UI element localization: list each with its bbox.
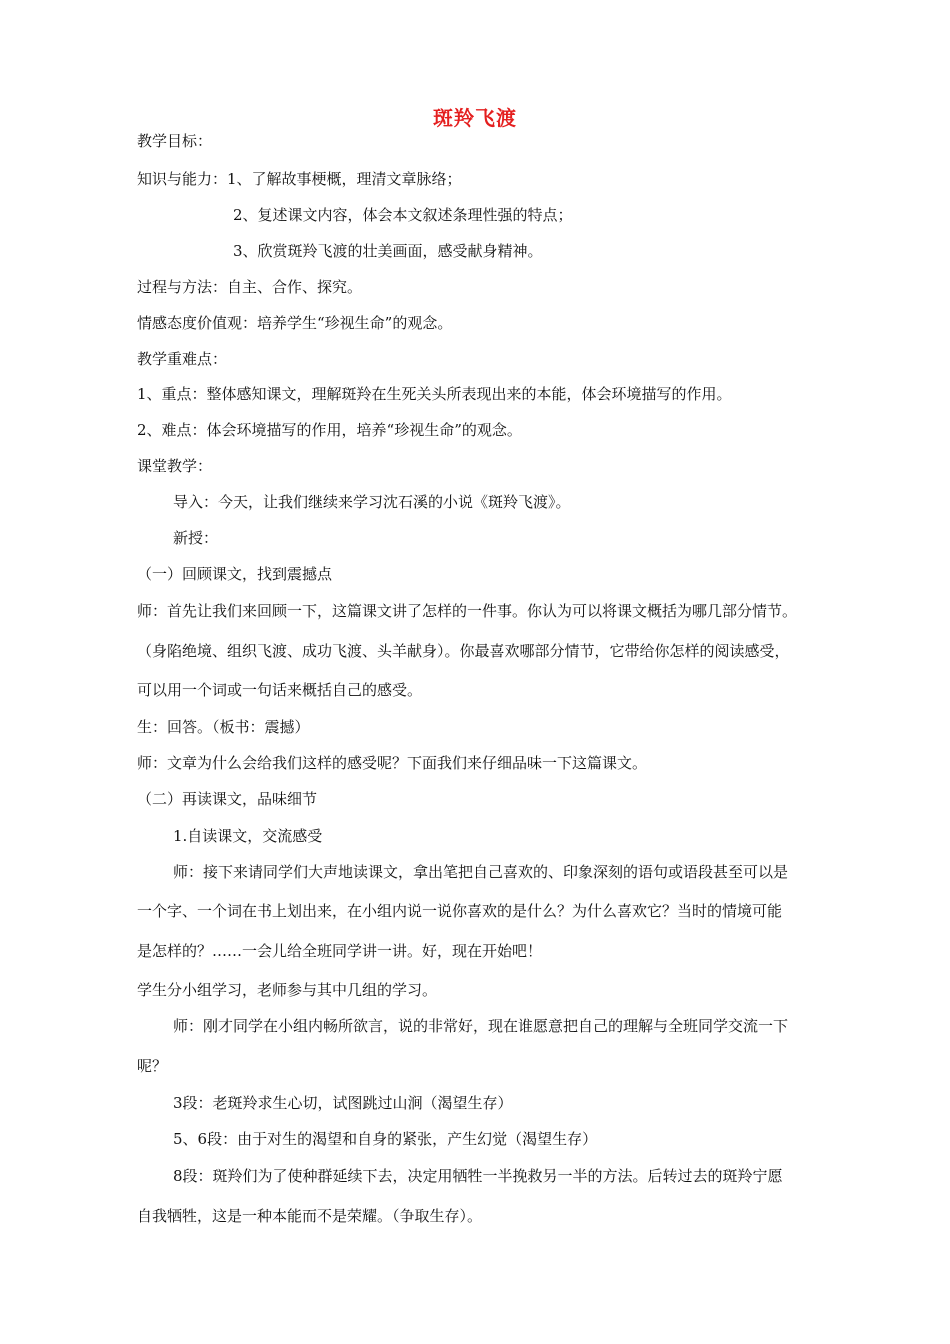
section-2-line-1: 师：接下来请同学们大声地读课文，拿出笔把自己喜欢的、印象深刻的语句或语段甚至可以是 bbox=[173, 863, 789, 881]
student-answer: 生：回答。（板书：震撼） bbox=[137, 718, 310, 736]
knowledge-goal-1: 知识与能力：1、了解故事梗概，理清文章脉络； bbox=[137, 170, 462, 188]
key-point-2: 2、难点：体会环境描写的作用，培养“珍视生命”的观念。 bbox=[137, 421, 522, 439]
process-method: 过程与方法：自主、合作、探究。 bbox=[137, 278, 363, 296]
knowledge-goal-3: 3、欣赏斑羚飞渡的壮美画面，感受献身精神。 bbox=[233, 242, 543, 260]
section-2-line-4: 师：刚才同学在小组内畅所欲言，说的非常好，现在谁愿意把自己的理解与全班同学交流一下 bbox=[173, 1017, 789, 1035]
key-points-heading: 教学重难点： bbox=[137, 350, 228, 368]
section-1-line-1: 师：首先让我们来回顾一下，这篇课文讲了怎样的一件事。你认为可以将课文概括为哪几部分情节。 bbox=[137, 602, 798, 620]
intro-paragraph: 导入：今天，让我们继续来学习沈石溪的小说《斑羚飞渡》。 bbox=[173, 493, 571, 511]
section-1-line-2: （身陷绝境、组织飞渡、成功飞渡、头羊献身）。你最喜欢哪部分情节，它带给你怎样的阅读感受， bbox=[137, 642, 790, 660]
new-teaching-label: 新授： bbox=[173, 529, 219, 547]
document-title: 斑羚飞渡 bbox=[433, 106, 517, 130]
section-2-heading: （二）再读课文，品味细节 bbox=[137, 790, 318, 808]
section-1-line-3: 可以用一个词或一句话来概括自己的感受。 bbox=[137, 681, 423, 699]
key-point-1: 1、重点：整体感知课文，理解斑羚在生死关头所表现出来的本能，体会环境描写的作用。 bbox=[137, 385, 732, 403]
paragraph-8-line-2: 自我牺牲，这是一种本能而不是荣耀。（争取生存）。 bbox=[137, 1207, 483, 1225]
paragraph-5-6-note: 5、6段：由于对生的渴望和自身的紧张，产生幻觉（渴望生存） bbox=[173, 1130, 598, 1148]
section-2-line-5: 呢？ bbox=[137, 1057, 168, 1075]
paragraph-8-line-1: 8段：斑羚们为了使种群延续下去，决定用牺牲一半挽救另一半的方法。后转过去的斑羚宁愿 bbox=[173, 1167, 783, 1185]
goals-heading: 教学目标： bbox=[137, 132, 213, 150]
section-2-line-3: 是怎样的？……一会儿给全班同学讲一讲。好，现在开始吧！ bbox=[137, 942, 543, 960]
classroom-heading: 课堂教学： bbox=[137, 457, 213, 475]
teacher-question: 师：文章为什么会给我们这样的感受呢？下面我们来仔细品味一下这篇课文。 bbox=[137, 754, 648, 772]
emotion-value: 情感态度价值观：培养学生“珍视生命”的观念。 bbox=[137, 314, 453, 332]
knowledge-goal-2: 2、复述课文内容，体会本文叙述条理性强的特点； bbox=[233, 206, 573, 224]
paragraph-3-note: 3段：老斑羚求生心切，试图跳过山涧（渴望生存） bbox=[173, 1094, 513, 1112]
group-study-note: 学生分小组学习，老师参与其中几组的学习。 bbox=[137, 981, 438, 999]
subsection-1-heading: 1.自读课文，交流感受 bbox=[173, 827, 323, 845]
section-2-line-2: 一个字、一个词在书上划出来，在小组内说一说你喜欢的是什么？为什么喜欢它？当时的情境可能 bbox=[137, 902, 783, 920]
section-1-heading: （一）回顾课文，找到震撼点 bbox=[137, 565, 333, 583]
